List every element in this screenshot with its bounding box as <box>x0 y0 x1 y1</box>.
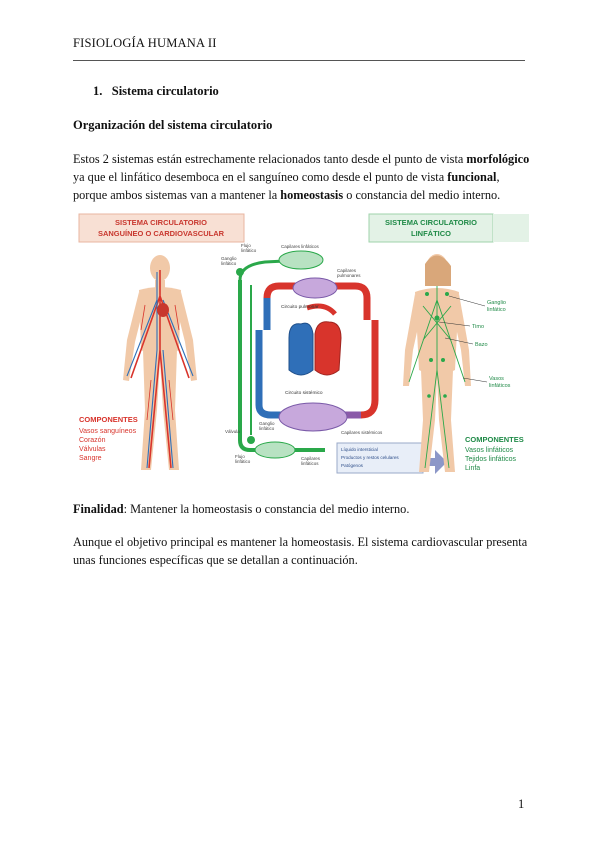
label-ganglio-linfatico-bottom-1: Ganglio <box>259 421 275 426</box>
label-capilares-pulmonares-1: Capilares <box>337 268 357 273</box>
label-ganglio-linfatico-top-1: Ganglio <box>221 256 237 261</box>
finalidad-label: Finalidad <box>73 502 124 516</box>
left-component-2: Corazón <box>79 437 106 444</box>
header-rule <box>73 60 525 61</box>
label-ganglio-1: Ganglio <box>487 300 506 306</box>
legend-item-3: Patógenos <box>341 463 363 468</box>
bold-homeostasis: homeostasis <box>280 188 344 202</box>
left-component-1: Vasos sanguíneos <box>79 428 137 435</box>
legend-item-1: Líquido intersticial <box>341 447 378 452</box>
label-capilares-linfaticos-bottom-1: Capilares <box>301 456 321 461</box>
label-timo: Timo <box>472 324 485 330</box>
left-component-3: Válvulas <box>79 446 106 453</box>
label-flujo-linfatico-bottom-2: linfático <box>235 459 251 464</box>
label-valvula: Válvula <box>225 429 240 434</box>
label-vasos-1: Vasos <box>489 376 504 382</box>
bold-funcional: funcional <box>447 170 497 184</box>
right-component-1: Vasos linfáticos <box>465 447 514 454</box>
right-component-3: Linfa <box>465 465 481 472</box>
label-ganglio-linfatico-bottom-2: linfático <box>259 426 275 431</box>
label-circuito-sistemico: Circuito sistémico <box>285 391 323 396</box>
closing-paragraph: Aunque el objetivo principal es mantener la homeostasis. El sistema cardiovascular presenta unas funciones específicas que se detallan a continuación. <box>73 535 528 567</box>
right-component-2: Tejidos linfáticos <box>465 456 516 463</box>
finalidad-paragraph <box>73 500 533 518</box>
label-flujo-linfatico-top-2: linfático <box>241 248 257 253</box>
circulatory-figure <box>75 210 530 478</box>
intro-paragraph: Estos 2 sistemas están estrechamente relacionados tanto desde el punto de vista morfológico ya que el linfático desemboca en el sanguíneo como desde el punto de vista funcional, porque ambos sistemas van a mantener la homeostasis o constancia del medio interno. <box>73 152 530 202</box>
right-banner-line1: SISTEMA CIRCULATORIO <box>385 218 477 227</box>
section-number: 1. <box>93 84 103 98</box>
label-ganglio-linfatico-top-2: linfático <box>221 261 237 266</box>
left-component-4: Sangre <box>79 455 102 462</box>
legend-item-2: Productos y restos celulares <box>341 455 399 460</box>
bold-morfologico: morfológico <box>466 152 530 166</box>
section-heading <box>93 84 219 99</box>
label-bazo: Bazo <box>475 342 488 348</box>
label-capilares-pulmonares-2: pulmonares <box>337 273 361 278</box>
left-banner-line1: SISTEMA CIRCULATORIO <box>115 218 207 227</box>
section-title: Sistema circulatorio <box>111 84 219 98</box>
label-flujo-linfatico-top-1: Flujo <box>241 243 251 248</box>
subheading: Organización del sistema circulatorio <box>73 118 273 132</box>
header-title: FISIOLOGÍA HUMANA II <box>73 36 217 50</box>
left-components-title: COMPONENTES <box>79 415 138 424</box>
right-components-title: COMPONENTES <box>465 435 524 444</box>
label-capilares-linfaticos-bottom-2: linfáticos <box>301 461 319 466</box>
label-capilares-sistemicos: Capilares sistémicos <box>341 430 383 435</box>
finalidad-text: : Mantener la homeostasis o constancia del medio interno. <box>123 502 410 516</box>
label-ganglio-2: linfático <box>487 307 506 313</box>
label-flujo-linfatico-bottom-1: Flujo <box>235 454 245 459</box>
left-banner-line2: SANGUÍNEO O CARDIOVASCULAR <box>97 229 225 238</box>
label-vasos-2: linfáticos <box>489 383 511 389</box>
label-circuito-pulmonar: Circuito pulmonar <box>281 305 319 310</box>
right-banner-line2: LINFÁTICO <box>411 229 451 238</box>
label-capilares-linfaticos-top: Capilares linfáticos <box>281 244 319 249</box>
page-number: 1 <box>518 797 525 811</box>
